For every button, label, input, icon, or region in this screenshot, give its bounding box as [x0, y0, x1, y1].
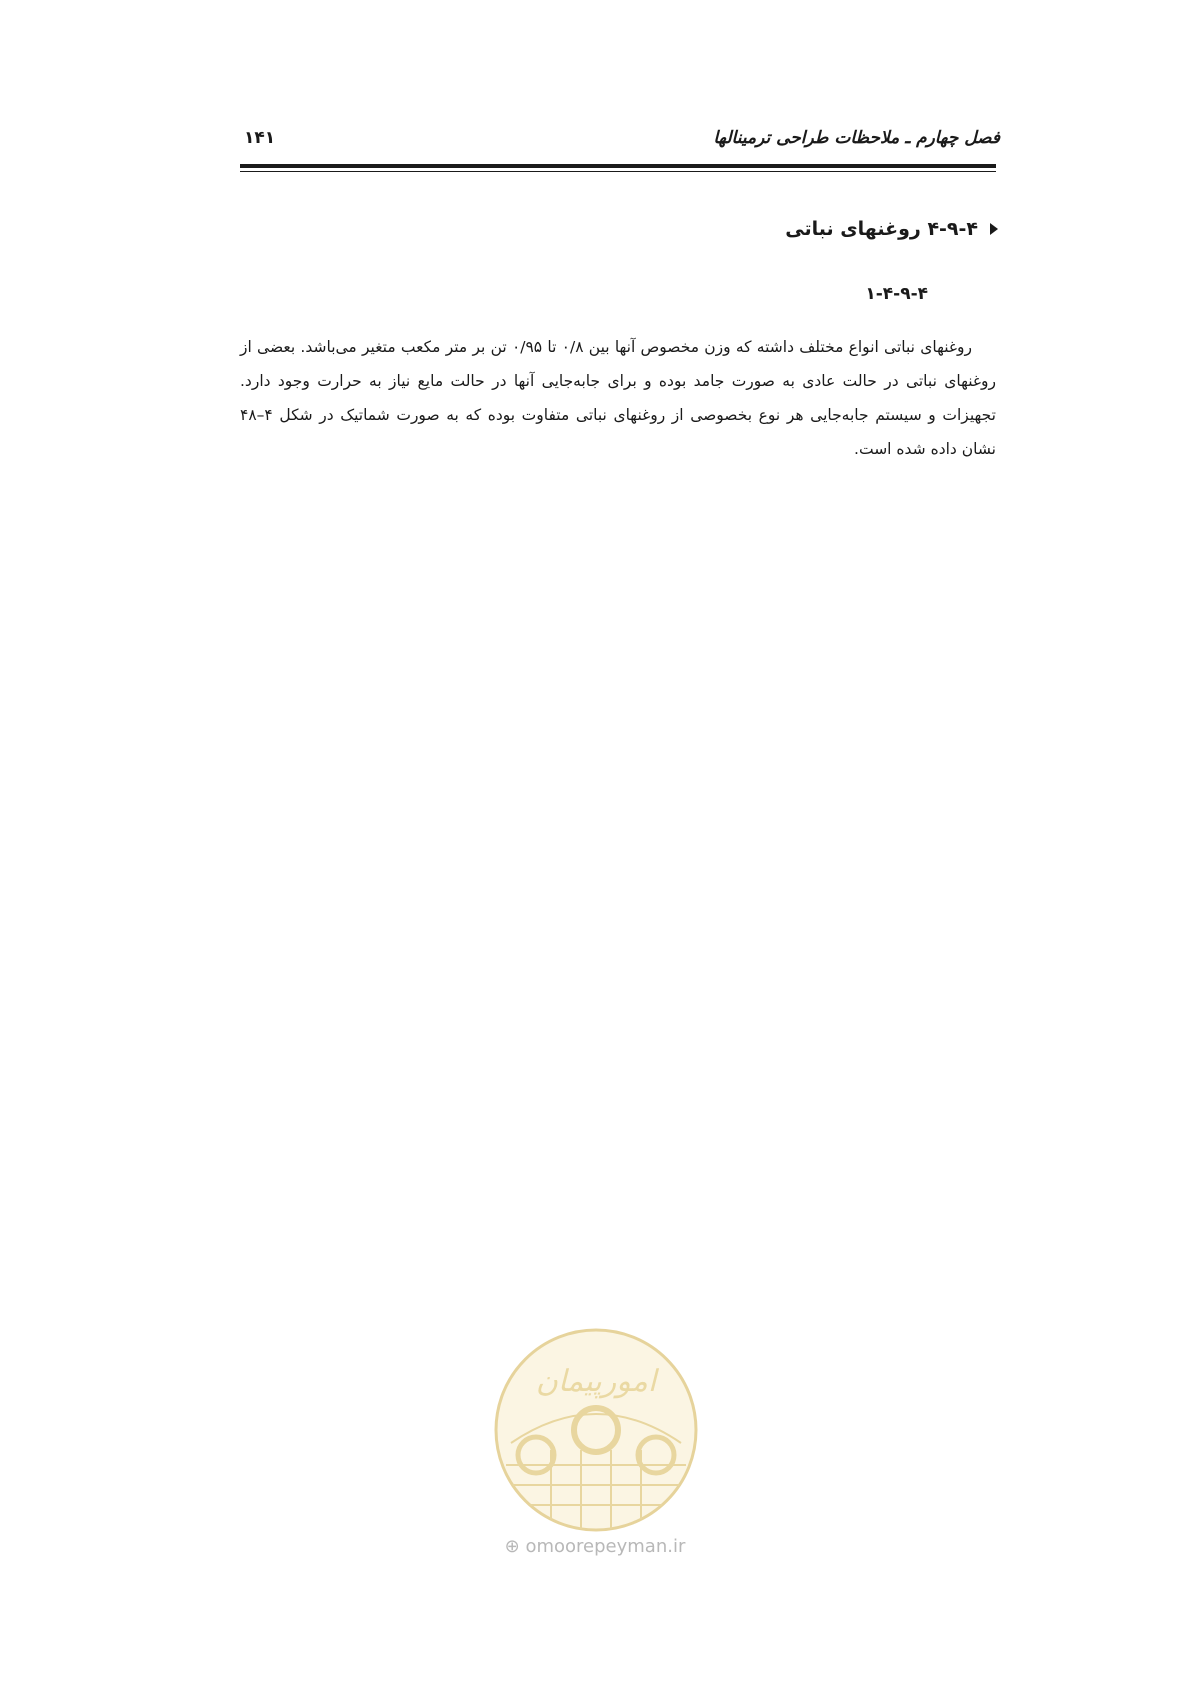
watermark-url-text: omoorepeyman.ir	[525, 1536, 686, 1557]
watermark-globe-icon: ⊕	[504, 1536, 520, 1557]
subsection-number: ۱-۴-۹-۴	[865, 284, 928, 304]
paragraph-text: روغنهای نباتی انواع مختلف داشته که وزن مخصوص آنها بین ۰/۸ تا ۰/۹۵ تن بر متر مکعب متغیر می‌باشد. بعضی از روغنهای نباتی در حالت عادی به صورت جامد بوده و برای جابه‌جایی آنها در حالت مایع نیاز به حرارت وجود دارد. تجهیزات و سیستم جابه‌جایی هر نوع بخصوصی از روغنهای نباتی متفاوت بوده که به صورت شماتیک در شکل ۴–۴۸ نشان داده شده است.	[240, 338, 996, 458]
watermark-url	[0, 1536, 1190, 1557]
chapter-title: فصل چهارم ـ ملاحظات طراحی ترمینالها	[713, 128, 1000, 148]
watermark-logo	[491, 1325, 701, 1535]
section-heading	[785, 218, 998, 240]
body-paragraph	[240, 330, 996, 466]
header-rule-thin	[240, 171, 996, 172]
header-rule-thick	[240, 164, 996, 168]
page-number: ۱۴۱	[244, 128, 276, 148]
watermark-logo-text: امورپیمان	[535, 1364, 657, 1399]
bullet-arrow-icon	[990, 223, 998, 235]
section-heading-text: ۴-۹-۴ روغنهای نباتی	[785, 218, 978, 240]
